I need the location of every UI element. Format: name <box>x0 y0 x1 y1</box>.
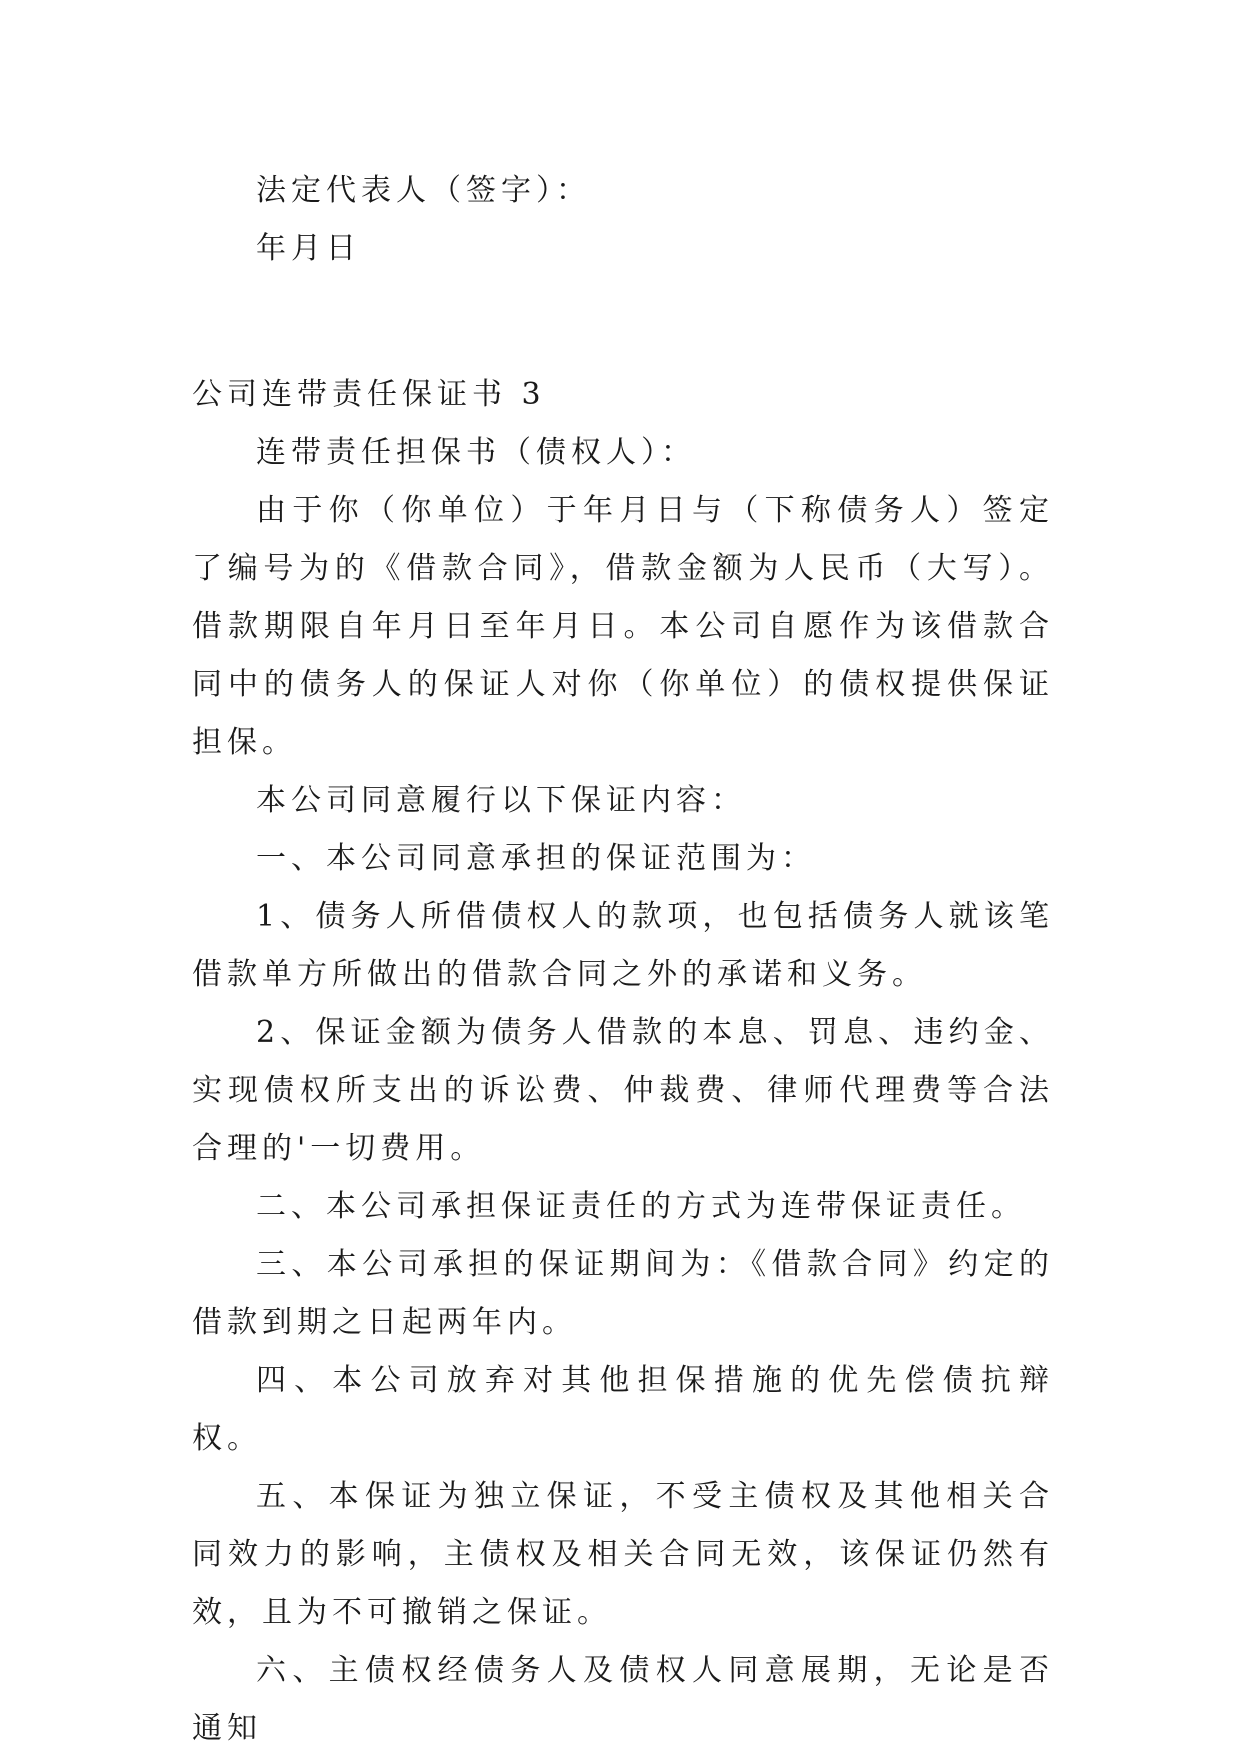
clause-2: 二、本公司承担保证责任的方式为连带保证责任。 <box>256 1189 1026 1224</box>
clause-3: 三、本公司承担的保证期间为：《借款合同》约定的借款到期之日起两年内。 <box>192 1247 1054 1340</box>
section-title: 公司连带责任保证书 3 <box>192 377 546 412</box>
document-page <box>192 162 1054 1758</box>
intro-paragraph: 由于你（你单位）于年月日与（下称债务人）签定了编号为的《借款合同》，借款金额为人民币（大写）。借款期限自年月日至年月日。本公司自愿作为该借款合同中的债务人的保证人对你（你单位）的债权提供保证担保。 <box>192 493 1054 760</box>
clause-1: 一、本公司同意承担的保证范围为： <box>256 841 816 876</box>
agree-line: 本公司同意履行以下保证内容： <box>256 783 746 818</box>
clause-1-1: 1、债务人所借债权人的款项，也包括债务人就该笔借款单方所做出的借款合同之外的承诺和义务。 <box>192 899 1054 992</box>
representative-signature-label: 法定代表人（签字）： <box>256 173 591 208</box>
clause-4: 四、本公司放弃对其他担保措施的优先偿债抗辩权。 <box>192 1363 1054 1456</box>
clause-6: 六、主债权经债务人及债权人同意展期，无论是否通知 <box>192 1653 1054 1746</box>
signature-date-label: 年月日 <box>256 231 361 266</box>
clause-5: 五、本保证为独立保证，不受主债权及其他相关合同效力的影响，主债权及相关合同无效，该保证仍然有效，且为不可撤销之保证。 <box>192 1479 1054 1630</box>
addressee-line: 连带责任担保书（债权人）： <box>256 435 696 470</box>
clause-1-2: 2、保证金额为债务人借款的本息、罚息、违约金、实现债权所支出的诉讼费、仲裁费、律师代理费等合法合理的'一切费用。 <box>192 1015 1054 1166</box>
